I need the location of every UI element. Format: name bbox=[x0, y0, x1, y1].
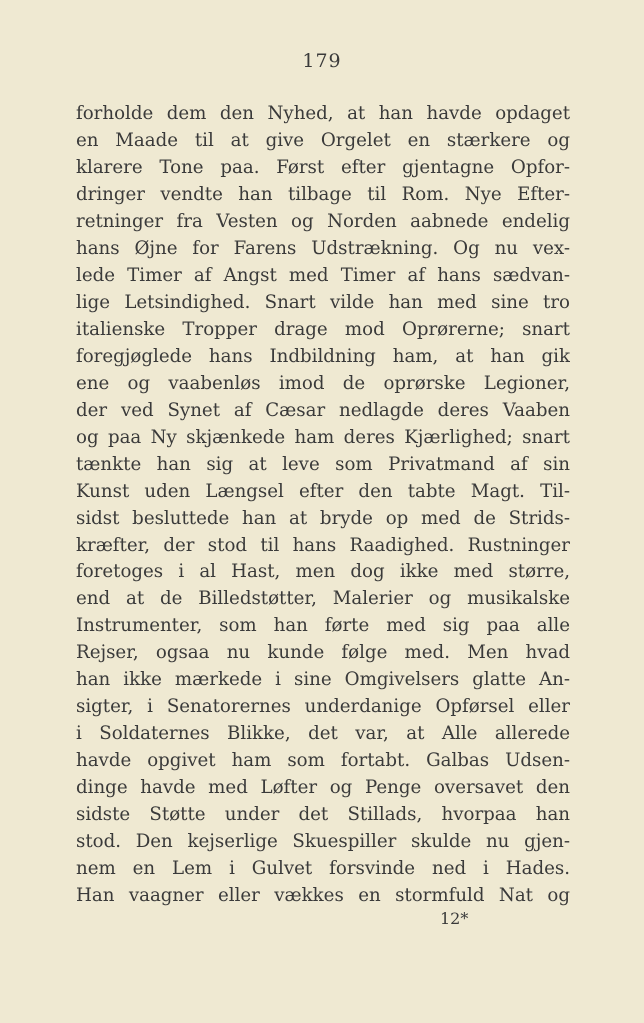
text-line: Instrumenter, som han førte med sig paa alle bbox=[76, 615, 570, 637]
text-line: klarere Tone paa. Først efter gjentagne Opfor- bbox=[76, 156, 570, 178]
text-line: Kunst uden Længsel efter den tabte Magt. Til- bbox=[76, 480, 570, 502]
text-line: i Soldaternes Blikke, det var, at Alle allerede bbox=[76, 723, 570, 745]
body-text bbox=[76, 101, 570, 910]
text-line: sidst besluttede han at bryde op med de Strids- bbox=[76, 507, 570, 529]
text-line: en Maade til at give Orgelet en stærkere og bbox=[76, 129, 570, 151]
text-line: sigter, i Senatorernes underdanige Opførsel eller bbox=[76, 696, 570, 718]
signature-mark: 12* bbox=[440, 909, 469, 928]
text-line: lige Letsindighed. Snart vilde han med sine tro bbox=[76, 291, 570, 313]
text-line: foretoges i al Hast, men dog ikke med større, bbox=[76, 561, 570, 583]
page-number: 179 bbox=[302, 50, 342, 72]
text-line: Rejser, ogsaa nu kunde følge med. Men hvad bbox=[76, 642, 570, 664]
text-line: forholde dem den Nyhed, at han havde opdaget bbox=[76, 103, 570, 124]
text-line: end at de Billedstøtter, Malerier og musikalske bbox=[76, 588, 570, 610]
text-line: havde opgivet ham som fortabt. Galbas Udsen- bbox=[76, 750, 570, 772]
text-line: kræfter, der stod til hans Raadighed. Rustninger bbox=[76, 534, 570, 556]
text-line: stod. Den kejserlige Skuespiller skulde nu gjen- bbox=[76, 831, 570, 853]
text-line: tænkte han sig at leve som Privatmand af sin bbox=[76, 453, 570, 475]
text-line: dringer vendte han tilbage til Rom. Nye Efter- bbox=[76, 183, 570, 205]
text-line: nem en Lem i Gulvet forsvinde ned i Hades. bbox=[76, 858, 570, 880]
text-line: han ikke mærkede i sine Omgivelsers glatte An- bbox=[76, 669, 570, 691]
text-line: og paa Ny skjænkede ham deres Kjærlighed; snart bbox=[76, 426, 570, 448]
text-line: italienske Tropper drage mod Oprørerne; snart bbox=[76, 318, 570, 340]
text-line: foregjøglede hans Indbildning ham, at han gik bbox=[76, 345, 570, 367]
text-line: sidste Støtte under det Stillads, hvorpaa han bbox=[76, 804, 570, 826]
text-line: dinge havde med Løfter og Penge oversavet den bbox=[76, 777, 570, 799]
text-line: Han vaagner eller vækkes en stormfuld Nat og bbox=[76, 885, 570, 907]
text-line: der ved Synet af Cæsar nedlagde deres Vaaben bbox=[76, 399, 570, 421]
text-line: retninger fra Vesten og Norden aabnede endelig bbox=[76, 210, 570, 232]
text-line: ene og vaabenløs imod de oprørske Legioner, bbox=[76, 372, 570, 394]
text-line: hans Øjne for Farens Udstrækning. Og nu vex- bbox=[76, 237, 570, 259]
text-line: lede Timer af Angst med Timer af hans sædvan- bbox=[76, 264, 570, 286]
